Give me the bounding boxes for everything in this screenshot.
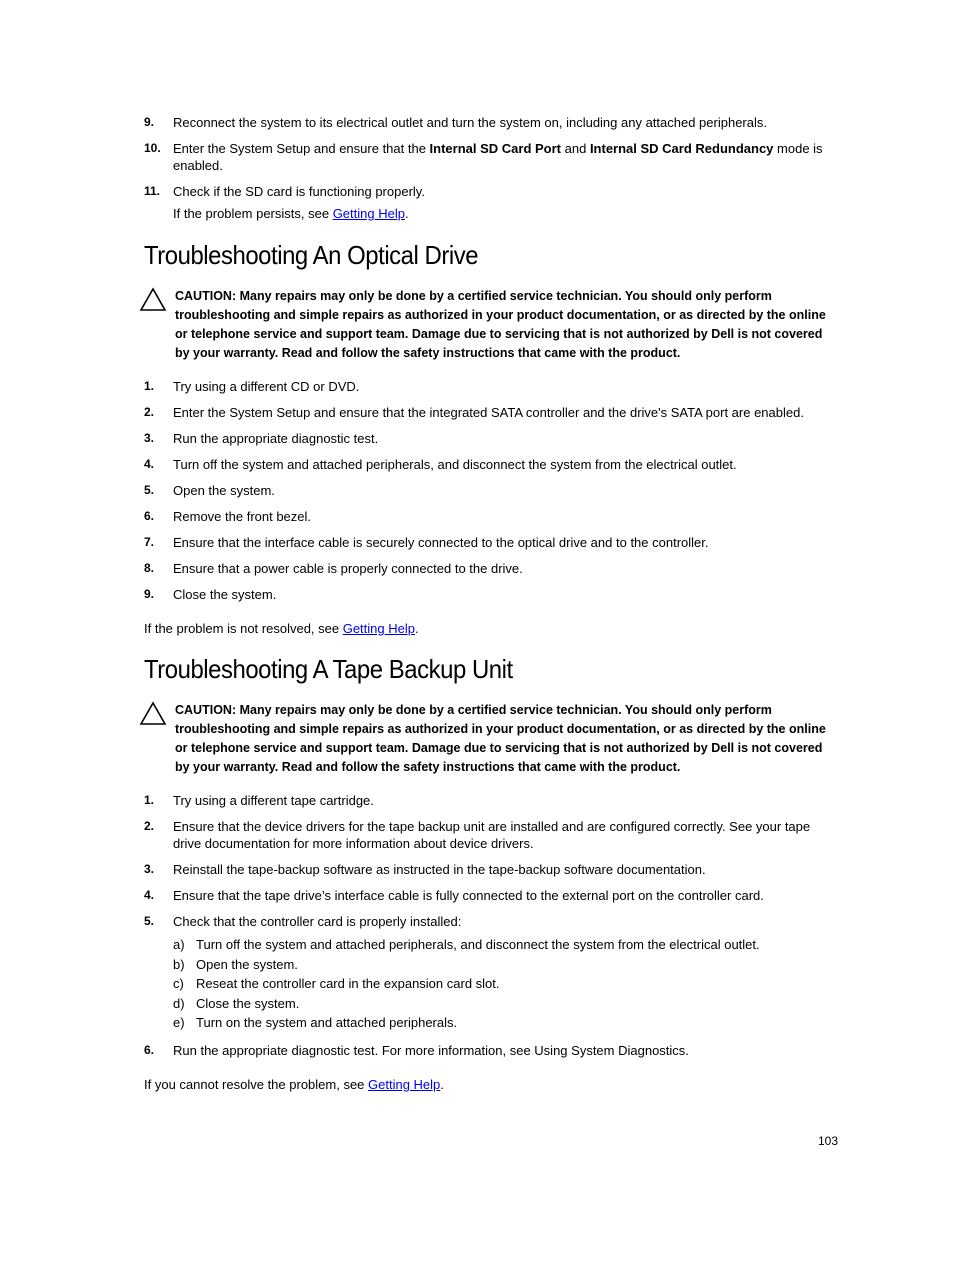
step-number: 10. [144, 141, 161, 155]
step-text: Remove the front bezel. [173, 509, 312, 524]
step-text: Run the appropriate diagnostic test. [173, 431, 379, 446]
caution-text: CAUTION: Many repairs may only be done by a certified service technician. You should only perform troubleshooting and simple repairs as authorized in your product documentation, or as directed by the online or telephone service and support team. Damage due to servicing that is not authorized by Dell is not covered by your warranty. Read and follow the safety instructions that came with the product. [175, 703, 826, 774]
step-text-post: mode is enabled. [173, 141, 823, 173]
note-text-end: . [404, 206, 409, 221]
step-text: Try using a different tape cartridge. [173, 793, 374, 808]
substep-letter: b) [173, 956, 185, 972]
step-text: Ensure that the interface cable is securely connected to the optical drive and to the controller. [173, 535, 709, 550]
caution-triangle-icon [139, 701, 167, 727]
step-number: 6. [144, 1042, 155, 1057]
step-text: Enter the System Setup and ensure that the integrated SATA controller and the drive's SATA port are enabled. [173, 405, 804, 420]
footer-text: If the problem is not resolved, see [144, 621, 343, 636]
list-item [144, 534, 834, 551]
list-item [144, 792, 834, 809]
heading-optical-drive: Troubleshooting An Optical Drive [144, 240, 479, 270]
step-text: Reconnect the system to its electrical outlet and turn the system on, including any attached peripherals. [173, 115, 767, 130]
internal-sd-card-redundancy-label: Internal SD Card Redundancy [589, 141, 774, 156]
caution-triangle-icon [139, 287, 167, 313]
list-item [144, 404, 834, 421]
step-text: Ensure that the tape drive’s interface cable is fully connected to the external port on the controller card. [173, 888, 764, 903]
tape-footer [144, 1076, 834, 1093]
step-10 [144, 140, 834, 174]
step-number: 1. [144, 793, 155, 807]
list-item [144, 887, 834, 904]
tape-steps-list [144, 792, 834, 1059]
heading-tape-backup: Troubleshooting A Tape Backup Unit [144, 654, 513, 684]
substep-item [173, 955, 834, 975]
step-text: Try using a different CD or DVD. [173, 379, 360, 394]
substep-text: Turn off the system and attached peripherals, and disconnect the system from the electrical outlet. [196, 937, 760, 952]
list-item [144, 430, 834, 447]
document-body [144, 114, 834, 1093]
step-text: Open the system. [173, 483, 275, 498]
caution-tape [144, 701, 834, 777]
substep-text: Turn on the system and attached peripherals. [196, 1015, 458, 1030]
step-number: 9. [144, 587, 155, 601]
step-number: 5. [144, 483, 155, 497]
step-number: 5. [144, 914, 155, 928]
optical-footer [144, 620, 834, 637]
step-number: 8. [144, 561, 155, 575]
caution-text: CAUTION: Many repairs may only be done by a certified service technician. You should only perform troubleshooting and simple repairs as authorized in your product documentation, or as directed by the online or telephone service and support team. Damage due to servicing that is not authorized by Dell is not covered by your warranty. Read and follow the safety instructions that came with the product. [175, 289, 826, 360]
getting-help-link[interactable]: Getting Help [332, 206, 405, 221]
list-item [144, 913, 834, 930]
step-text: Check if the SD card is functioning properly. [173, 184, 425, 199]
step-number: 7. [144, 535, 155, 549]
substep-item [173, 1013, 834, 1033]
substep-letter: d) [173, 995, 185, 1011]
step-number: 3. [144, 862, 155, 876]
step-number: 4. [144, 457, 155, 471]
substep-text: Reseat the controller card in the expansion card slot. [196, 976, 500, 991]
substeps-list [144, 935, 834, 1033]
substep-text: Close the system. [196, 995, 300, 1011]
step-number: 2. [144, 405, 155, 419]
caution-optical [144, 287, 834, 363]
step-number: 9. [144, 115, 155, 129]
getting-help-link[interactable]: Getting Help [368, 1076, 441, 1092]
step-number: 4. [144, 888, 155, 902]
list-item [144, 1042, 834, 1059]
intro-note [144, 205, 834, 222]
step-text: Check that the controller card is properly installed: [173, 914, 462, 929]
list-item [144, 560, 834, 577]
getting-help-link[interactable]: Getting Help [342, 621, 415, 636]
step-9 [144, 114, 834, 131]
step-text: Ensure that the device drivers for the tape backup unit are installed and are configured correctly. See your tape drive documentation for more information about device drivers. [173, 819, 811, 851]
step-text: Close the system. [173, 587, 277, 602]
step-number: 6. [144, 509, 155, 523]
substep-item [173, 935, 834, 955]
list-item [144, 456, 834, 473]
substep-item [173, 974, 834, 994]
list-item [144, 378, 834, 395]
substep-text: Open the system. [196, 956, 298, 972]
step-text: Ensure that a power cable is properly connected to the drive. [173, 561, 523, 576]
internal-sd-card-port-label: Internal SD Card Port [429, 141, 562, 156]
step-text: Turn off the system and attached peripherals, and disconnect the system from the electrical outlet. [173, 457, 737, 472]
step-number: 11. [144, 184, 161, 198]
substep-letter: e) [173, 1015, 185, 1030]
list-item [144, 482, 834, 499]
step-text: Reinstall the tape-backup software as instructed in the tape-backup software documentation. [173, 862, 706, 877]
note-text: If the problem persists, see [173, 206, 333, 221]
footer-text-end: . [440, 1076, 444, 1092]
step-number: 2. [144, 819, 155, 833]
step-text-mid: and [561, 141, 590, 156]
list-item [144, 586, 834, 603]
footer-text: If you cannot resolve the problem, see [144, 1076, 369, 1092]
step-text-pre: Enter the System Setup and ensure that the [173, 141, 430, 156]
substep-item [173, 994, 834, 1014]
list-item [144, 861, 834, 878]
list-item [144, 818, 834, 852]
substep-letter: c) [173, 976, 184, 991]
optical-steps-list [144, 378, 834, 603]
step-number: 3. [144, 431, 155, 445]
page-number: 103 [818, 1134, 839, 1148]
footer-text-end: . [414, 621, 419, 636]
step-number: 1. [144, 379, 155, 393]
list-item [144, 508, 834, 525]
step-text: Run the appropriate diagnostic test. For more information, see Using System Diagnostics. [173, 1042, 689, 1058]
step-11 [144, 183, 834, 200]
substep-letter: a) [173, 937, 185, 952]
